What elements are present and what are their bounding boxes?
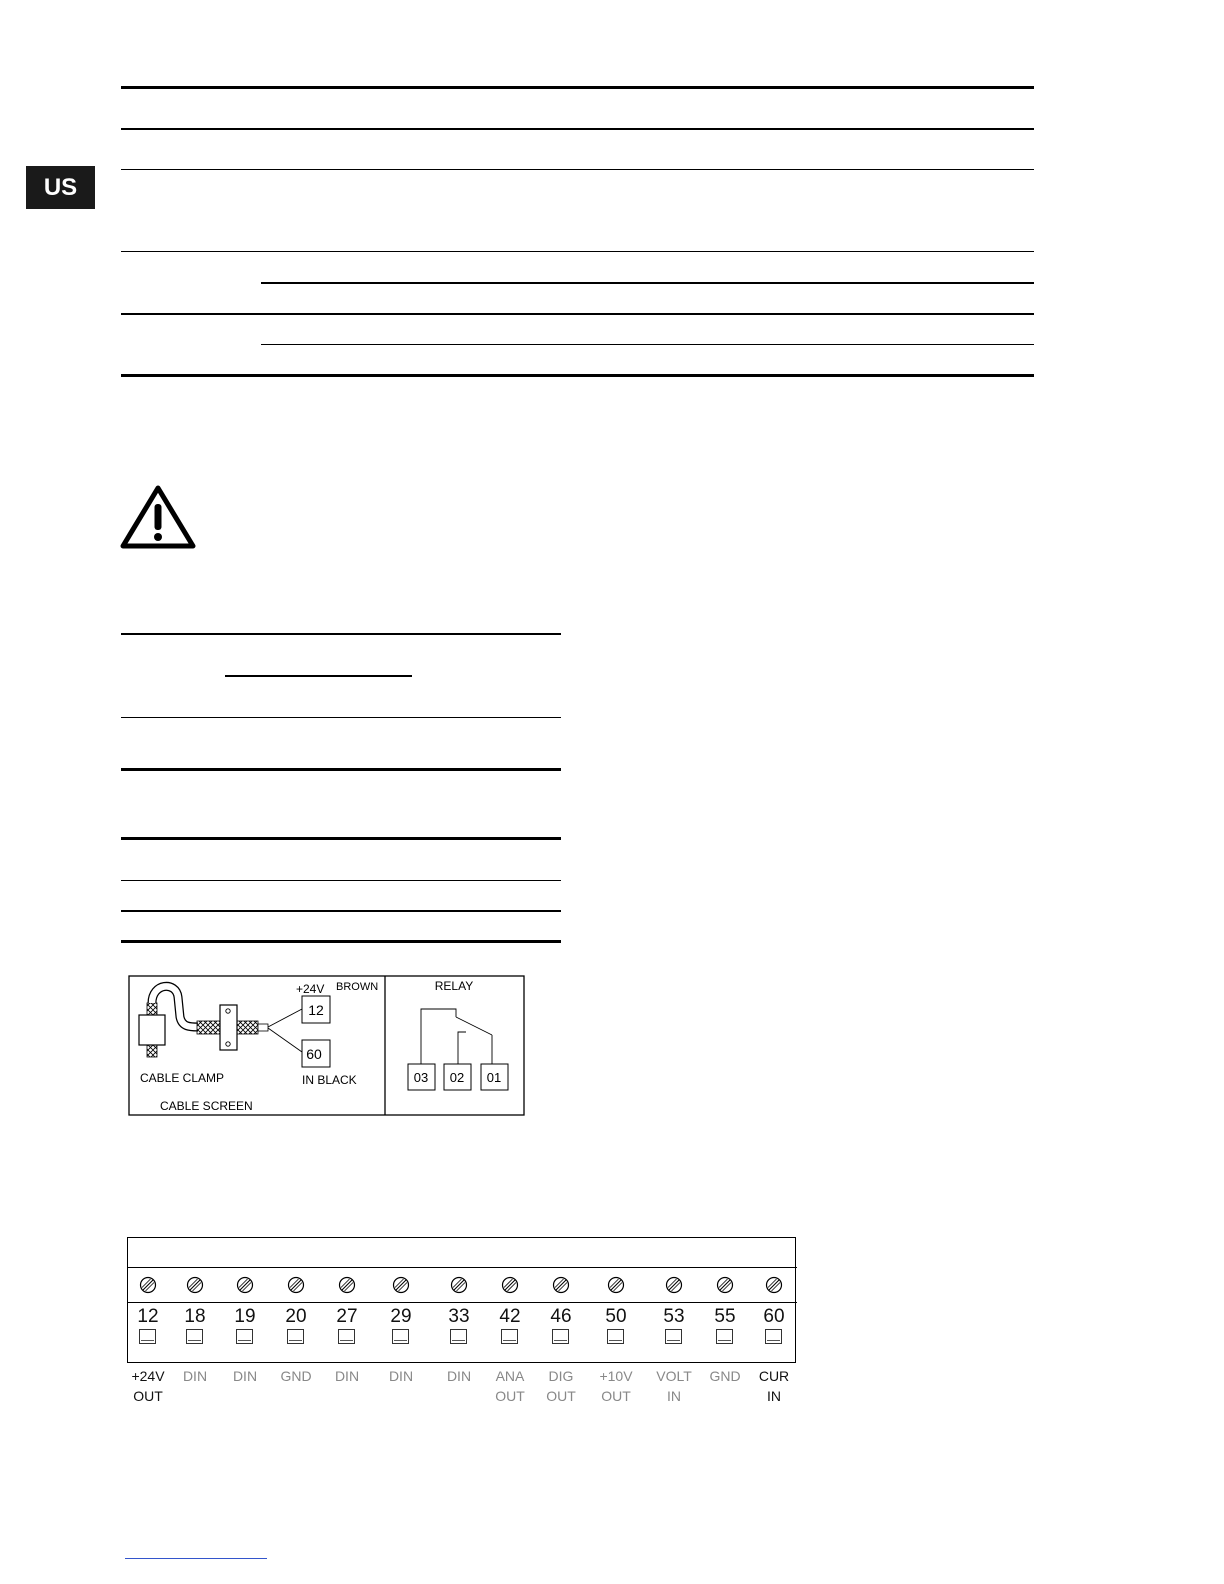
screw-icon <box>186 1276 204 1294</box>
terminal-label-line1: +24V <box>131 1368 165 1384</box>
relay-contacts <box>421 1009 492 1064</box>
cable-screen-label: CABLE SCREEN <box>160 1099 253 1113</box>
terminal-slot <box>338 1329 355 1344</box>
terminal-label-line2: OUT <box>546 1388 576 1404</box>
screw-icon <box>665 1276 683 1294</box>
terminal-12-label: 12 <box>308 1002 324 1018</box>
terminal-slot <box>501 1329 518 1344</box>
terminal-label-line1: CUR <box>758 1368 790 1384</box>
warning-icon <box>120 484 196 550</box>
wiring-diagram <box>128 975 526 1117</box>
terminal-label-line1: DIN <box>446 1368 472 1384</box>
terminal-number: 19 <box>234 1306 256 1327</box>
terminal-label-line1: VOLT <box>656 1368 692 1384</box>
terminal-slot <box>607 1329 624 1344</box>
terminal-number: 27 <box>336 1306 358 1327</box>
in-black-label: IN BLACK <box>302 1073 357 1087</box>
terminal-label-line2: OUT <box>495 1388 525 1404</box>
screw-icon <box>287 1276 305 1294</box>
footer-link-underline[interactable] <box>125 1558 267 1559</box>
terminal-number: 42 <box>499 1306 521 1327</box>
cable-clamp-shape <box>139 1003 165 1057</box>
terminal-number: 12 <box>137 1306 159 1327</box>
terminal-number: 20 <box>285 1306 307 1327</box>
screw-icon <box>716 1276 734 1294</box>
terminal-number: 18 <box>184 1306 206 1327</box>
terminal-slot <box>139 1329 156 1344</box>
terminal-slot <box>765 1329 782 1344</box>
language-tab[interactable]: US <box>26 166 95 209</box>
terminal-slot <box>186 1329 203 1344</box>
terminal-label-line1: DIG <box>548 1368 574 1384</box>
terminal-label-line1: ANA <box>495 1368 525 1384</box>
terminal-slot <box>287 1329 304 1344</box>
screw-icon <box>552 1276 570 1294</box>
relay-terminal-03: 03 <box>413 1070 429 1085</box>
voltage-label: +24V <box>296 982 325 996</box>
terminal-label-line2: IN <box>767 1388 781 1404</box>
relay-label: RELAY <box>434 979 474 993</box>
terminal-label-line2: OUT <box>601 1388 631 1404</box>
terminal-number: 29 <box>390 1306 412 1327</box>
screw-icon <box>236 1276 254 1294</box>
terminal-label-line1: DIN <box>232 1368 258 1384</box>
brown-label: BROWN <box>336 981 379 993</box>
terminal-label-line2: IN <box>667 1388 681 1404</box>
cable-clamp-label: CABLE CLAMP <box>140 1071 225 1085</box>
screw-icon <box>139 1276 157 1294</box>
terminal-slot <box>665 1329 682 1344</box>
terminal-label-line1: DIN <box>388 1368 414 1384</box>
terminal-60-label: 60 <box>306 1046 322 1062</box>
terminal-strip-frame <box>127 1237 796 1363</box>
terminal-label-line1: DIN <box>334 1368 360 1384</box>
terminal-number: 53 <box>663 1306 685 1327</box>
terminal-label-line1: DIN <box>182 1368 208 1384</box>
terminal-slot <box>552 1329 569 1344</box>
relay-terminal-01: 01 <box>486 1070 502 1085</box>
terminal-number: 60 <box>763 1306 785 1327</box>
terminal-label-line1: GND <box>280 1368 312 1384</box>
terminal-label-line1: +10V <box>599 1368 633 1384</box>
terminal-label-line2: OUT <box>133 1388 163 1404</box>
terminal-slot <box>236 1329 253 1344</box>
screw-icon <box>607 1276 625 1294</box>
terminal-number: 50 <box>605 1306 627 1327</box>
screw-icon <box>392 1276 410 1294</box>
terminal-label-line1: GND <box>709 1368 741 1384</box>
screw-icon <box>338 1276 356 1294</box>
terminal-number: 33 <box>448 1306 470 1327</box>
terminal-slot <box>716 1329 733 1344</box>
screw-icon <box>501 1276 519 1294</box>
terminal-number: 55 <box>714 1306 736 1327</box>
terminal-number: 46 <box>550 1306 572 1327</box>
terminal-slot <box>392 1329 409 1344</box>
relay-terminal-02: 02 <box>449 1070 465 1085</box>
screw-icon <box>450 1276 468 1294</box>
screw-icon <box>765 1276 783 1294</box>
terminal-slot <box>450 1329 467 1344</box>
